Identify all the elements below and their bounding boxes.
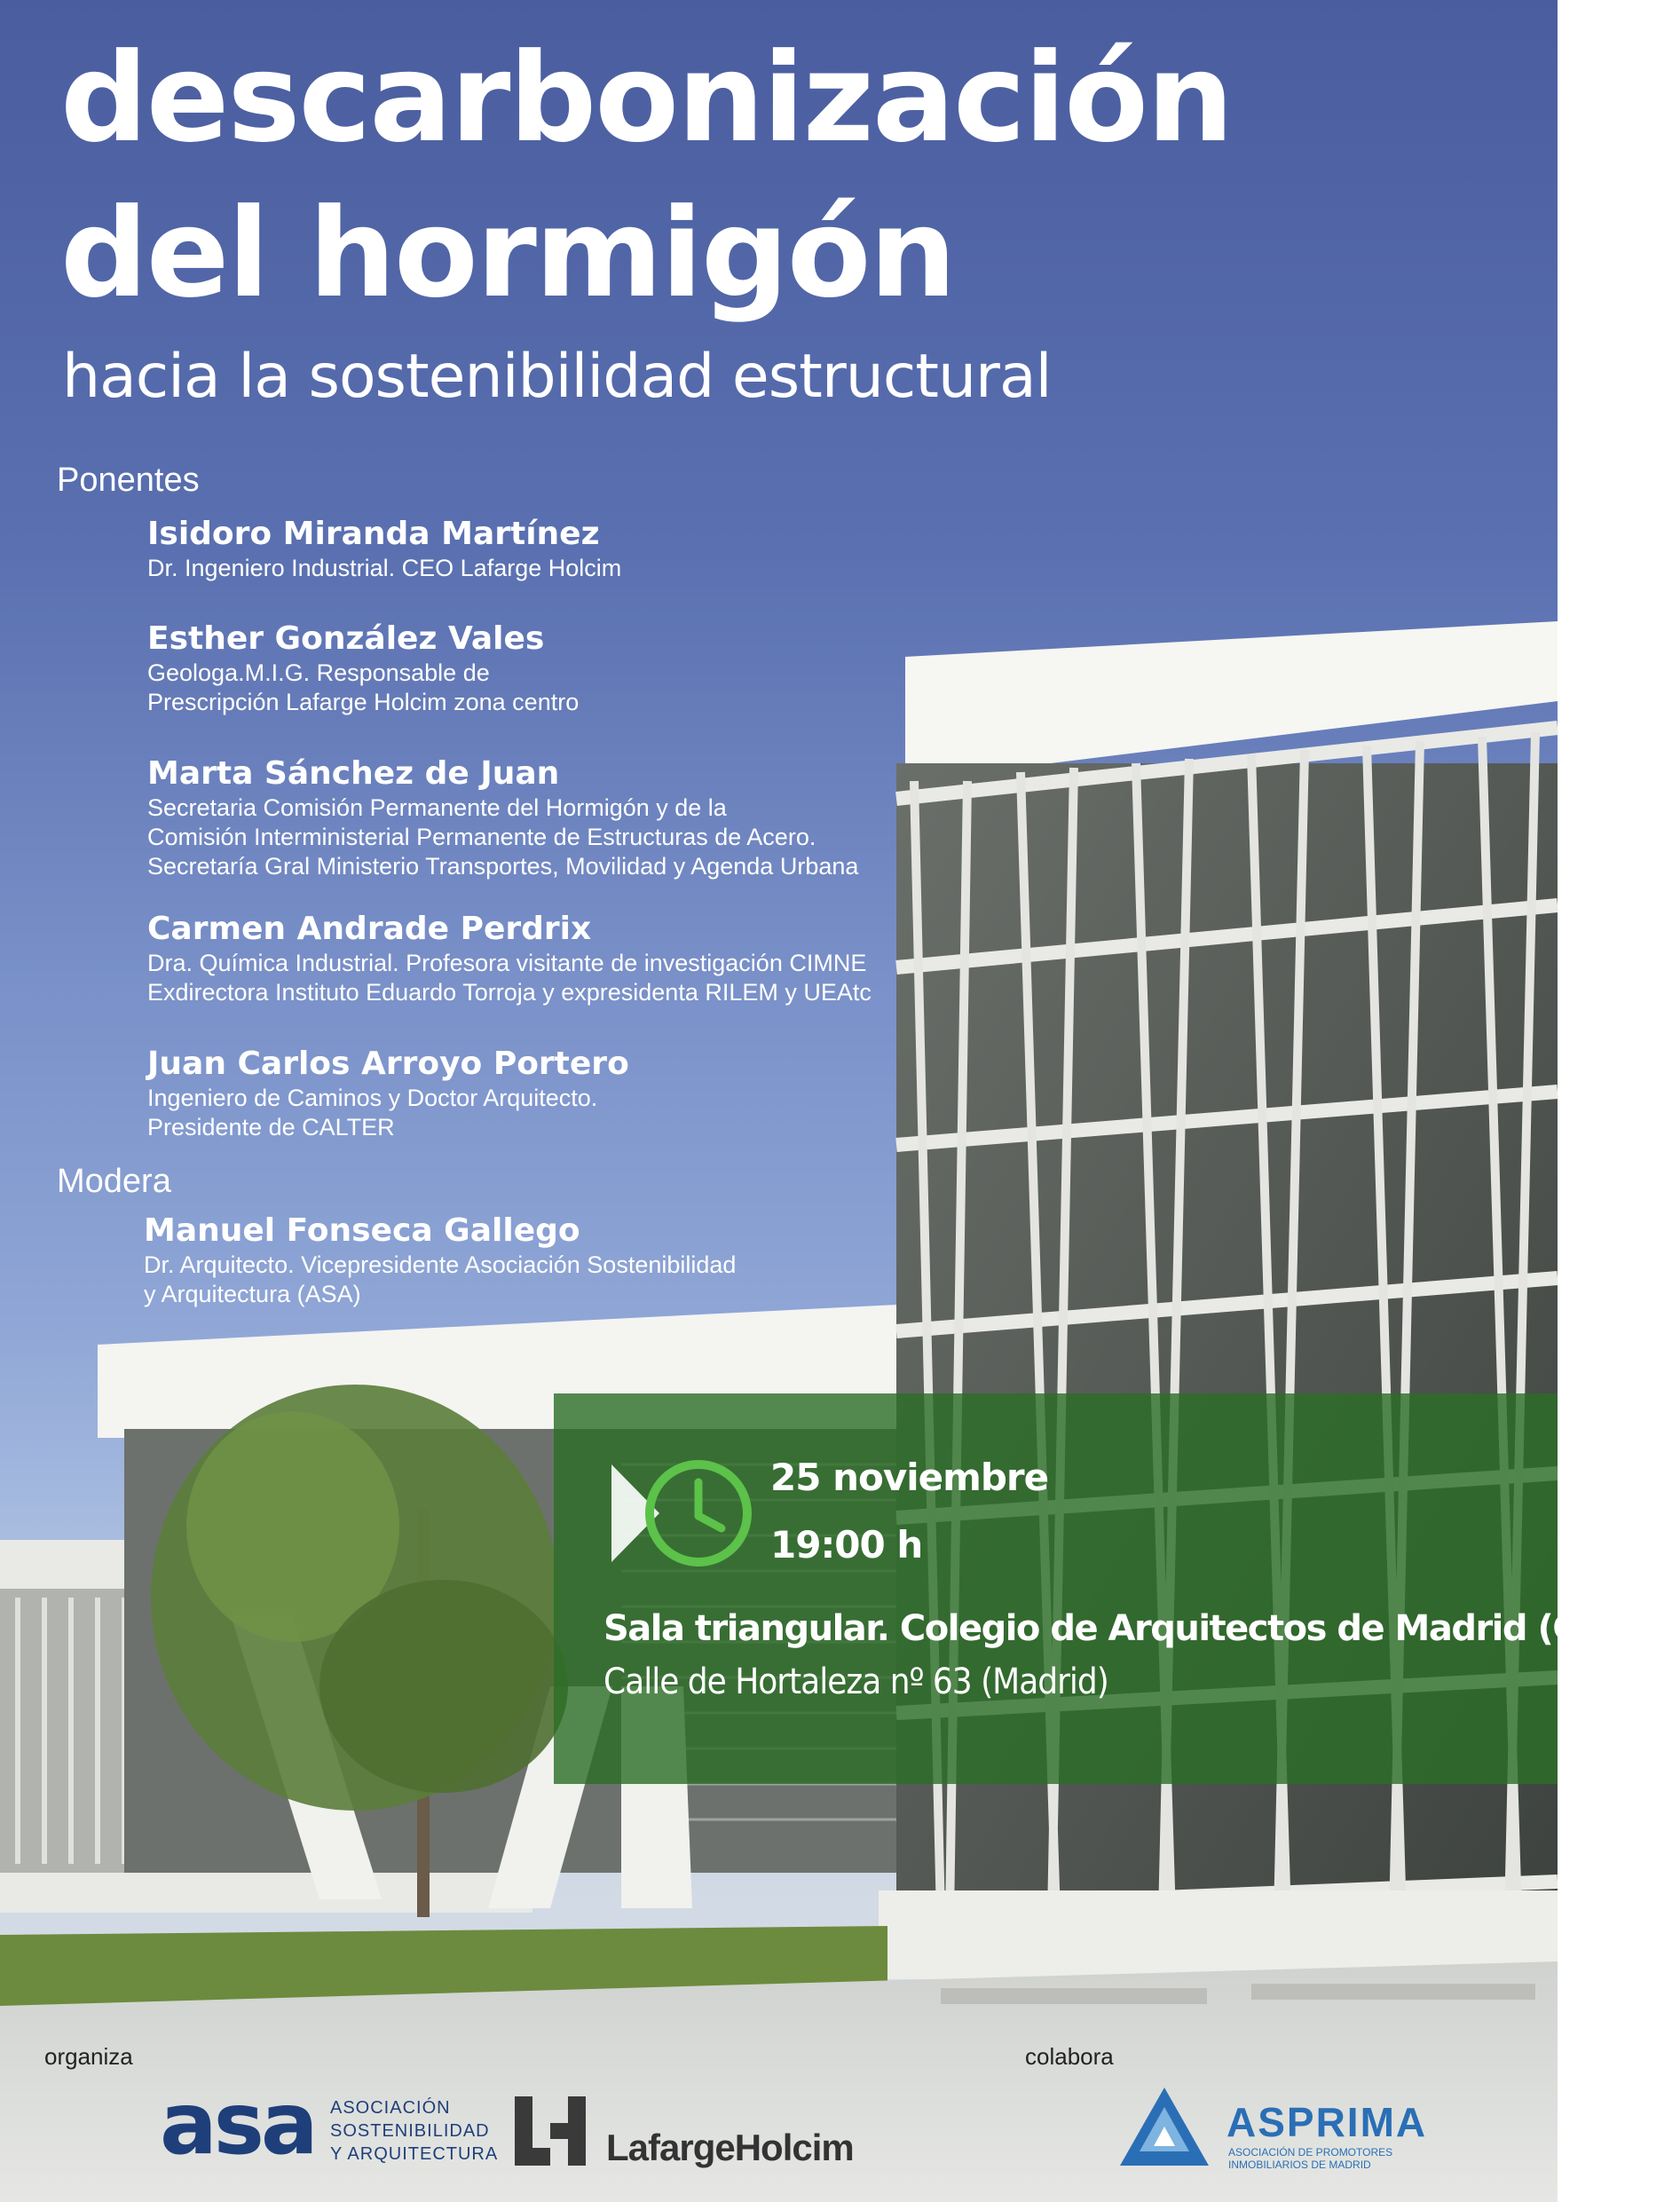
event-venue: Sala triangular. Colegio de Arquitectos de Madrid (COAM) bbox=[603, 1608, 1680, 1649]
event-date: 25 noviembre bbox=[770, 1456, 1049, 1499]
moderator-name: Manuel Fonseca Gallego bbox=[144, 1212, 580, 1249]
subtitle: hacia la sostenibilidad estructural bbox=[62, 342, 1052, 412]
moderator bbox=[144, 1211, 736, 1309]
colabora-label: colabora bbox=[1025, 2043, 1114, 2070]
title-line-1: descarbonización bbox=[60, 27, 1233, 170]
speaker-line: Prescripción Lafarge Holcim zona centro bbox=[147, 689, 580, 715]
event-time: 19:00 h bbox=[770, 1523, 923, 1567]
event-info-band bbox=[554, 1393, 1558, 1784]
speaker-3 bbox=[147, 754, 858, 881]
speaker-line: Dra. Química Industrial. Profesora visitante de investigación CIMNE bbox=[147, 950, 867, 976]
speaker-line: Comisión Interministerial Permanente de Estructuras de Acero. bbox=[147, 824, 816, 850]
speaker-5 bbox=[147, 1045, 629, 1142]
speaker-1 bbox=[147, 515, 621, 583]
speaker-name: Juan Carlos Arroyo Portero bbox=[147, 1046, 629, 1082]
speaker-line: Exdirectora Instituto Eduardo Torroja y expresidenta RILEM y UEAtc bbox=[147, 979, 872, 1006]
speakers-label: Ponentes bbox=[57, 462, 200, 499]
moderator-label: Modera bbox=[57, 1163, 171, 1200]
speaker-name: Marta Sánchez de Juan bbox=[147, 755, 560, 792]
asprima-logo-text bbox=[1228, 2146, 1392, 2171]
speaker-line: Dr. Ingeniero Industrial. CEO Lafarge Holcim bbox=[147, 555, 622, 581]
speaker-name: Isidoro Miranda Martínez bbox=[147, 516, 600, 552]
title-line-2: del hormigón bbox=[60, 182, 955, 325]
asa-logo-line: Y ARQUITECTURA bbox=[330, 2144, 499, 2164]
asprima-logo-line: ASOCIACIÓN DE PROMOTORES bbox=[1228, 2146, 1393, 2159]
moderator-line: y Arquitectura (ASA) bbox=[144, 1281, 361, 1307]
speaker-line: Presidente de CALTER bbox=[147, 1114, 395, 1140]
speaker-line: Secretaria Comisión Permanente del Hormigón y de la bbox=[147, 794, 727, 821]
asa-logo-line: SOSTENIBILIDAD bbox=[330, 2121, 490, 2141]
clock-icon bbox=[608, 1456, 759, 1571]
speaker-line: Ingeniero de Caminos y Doctor Arquitecto. bbox=[147, 1085, 598, 1111]
asa-logo-mark: asa bbox=[160, 2074, 315, 2174]
speaker-name: Carmen Andrade Perdrix bbox=[147, 911, 592, 947]
speaker-name: Esther González Vales bbox=[147, 620, 545, 657]
speaker-line: Secretaría Gral Ministerio Transportes, Movilidad y Agenda Urbana bbox=[147, 853, 859, 880]
speaker-2 bbox=[147, 620, 579, 717]
asprima-mark-icon bbox=[1120, 2088, 1209, 2166]
speaker-4 bbox=[147, 910, 872, 1007]
asprima-logo-line: INMOBILIARIOS DE MADRID bbox=[1228, 2159, 1371, 2171]
asa-logo-line: ASOCIACIÓN bbox=[330, 2098, 451, 2118]
speaker-line: Geologa.M.I.G. Responsable de bbox=[147, 659, 490, 686]
organiza-label: organiza bbox=[44, 2043, 133, 2070]
lafarge-holcim-logo-text: LafargeHolcim bbox=[606, 2127, 854, 2168]
asa-logo-text bbox=[330, 2096, 498, 2166]
moderator-line: Dr. Arquitecto. Vicepresidente Asociación Sostenibilidad bbox=[144, 1251, 737, 1278]
lafarge-holcim-mark-icon bbox=[515, 2096, 586, 2166]
asprima-logo-name: ASPRIMA bbox=[1226, 2099, 1428, 2145]
event-address: Calle de Hortaleza nº 63 (Madrid) bbox=[603, 1661, 1108, 1702]
